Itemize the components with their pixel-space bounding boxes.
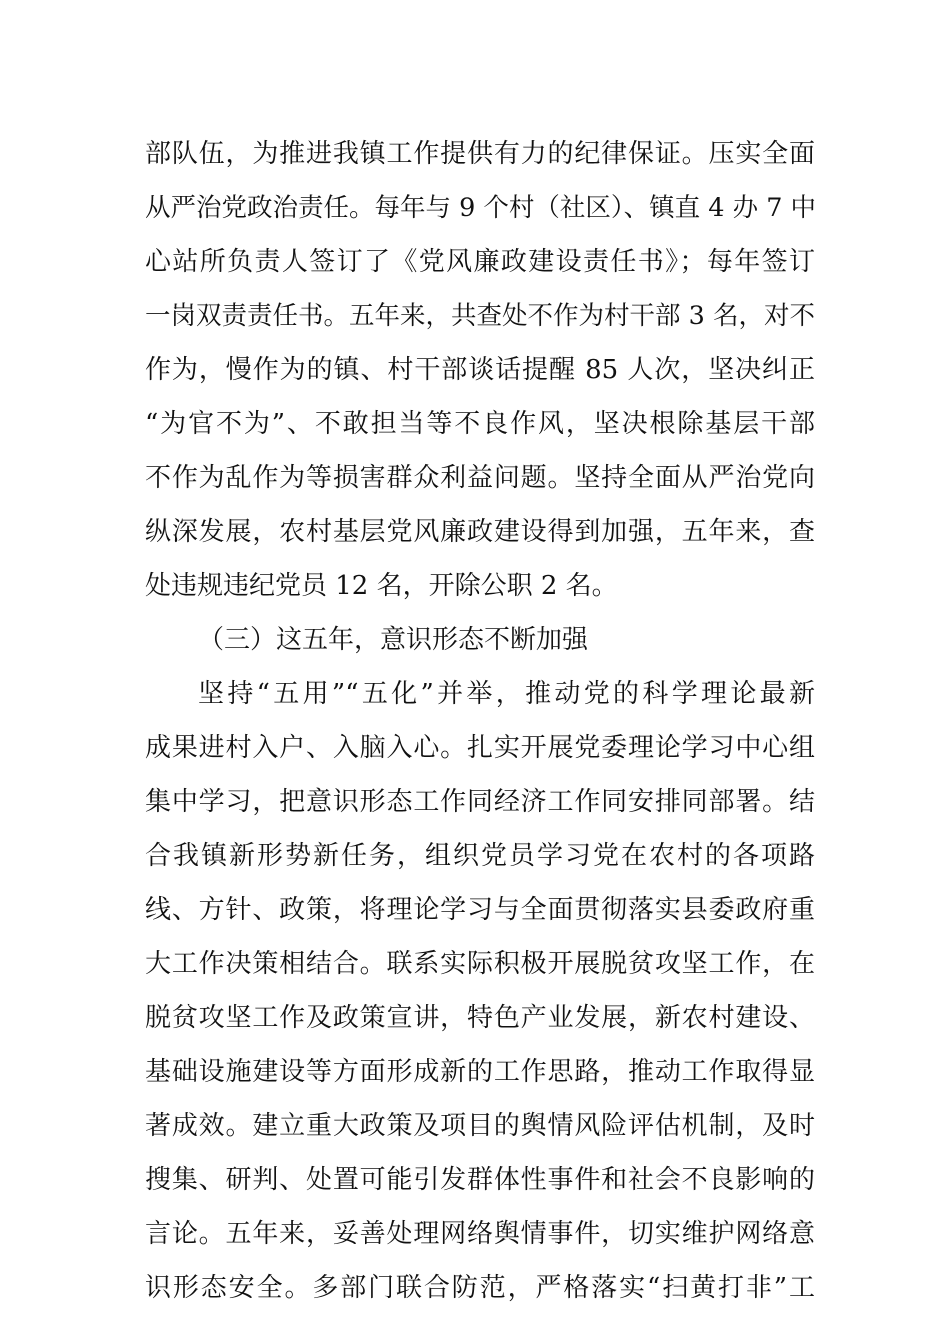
- paragraph-line: 作为，慢作为的镇、村干部谈话提醒 85 人次，坚决纠正: [145, 355, 815, 385]
- paragraph-line: 识形态安全。多部门联合防范，严格落实“扫黄打非”工: [145, 1273, 815, 1303]
- paragraph-line: 成果进村入户、入脑入心。扎实开展党委理论学习中心组: [145, 733, 815, 763]
- paragraph-line: 处违规违纪党员 12 名，开除公职 2 名。: [145, 571, 618, 601]
- section-heading: （三）这五年，意识形态不断加强: [198, 625, 589, 655]
- paragraph-line: 部队伍，为推进我镇工作提供有力的纪律保证。压实全面: [145, 139, 815, 169]
- paragraph-line: 言论。五年来，妥善处理网络舆情事件，切实维护网络意: [145, 1219, 815, 1249]
- paragraph-line: 坚持“五用”“五化”并举，推动党的科学理论最新: [198, 679, 815, 709]
- paragraph-line: 脱贫攻坚工作及政策宣讲，特色产业发展，新农村建设、: [145, 1003, 815, 1033]
- paragraph-line: 一岗双责责任书。五年来，共查处不作为村干部 3 名，对不: [145, 301, 815, 331]
- paragraph-line: 心站所负责人签订了《党风廉政建设责任书》；每年签订: [145, 247, 815, 277]
- paragraph-line: 合我镇新形势新任务，组织党员学习党在农村的各项路: [145, 841, 815, 871]
- paragraph-line: 纵深发展，农村基层党风廉政建设得到加强，五年来，查: [145, 517, 815, 547]
- paragraph-line: 大工作决策相结合。联系实际积极开展脱贫攻坚工作，在: [145, 949, 815, 979]
- paragraph-line: 搜集、研判、处置可能引发群体性事件和社会不良影响的: [145, 1165, 815, 1195]
- paragraph-line: 基础设施建设等方面形成新的工作思路，推动工作取得显: [145, 1057, 815, 1087]
- paragraph-line: 从严治党政治责任。每年与 9 个村（社区）、镇直 4 办 7 中: [145, 193, 817, 223]
- paragraph-line: 线、方针、政策，将理论学习与全面贯彻落实县委政府重: [145, 895, 815, 925]
- paragraph-line: 集中学习，把意识形态工作同经济工作同安排同部署。结: [145, 787, 815, 817]
- paragraph-line: 著成效。建立重大政策及项目的舆情风险评估机制，及时: [145, 1111, 815, 1141]
- paragraph-line: “为官不为”、不敢担当等不良作风，坚决根除基层干部: [145, 409, 815, 439]
- paragraph-line: 不作为乱作为等损害群众利益问题。坚持全面从严治党向: [145, 463, 815, 493]
